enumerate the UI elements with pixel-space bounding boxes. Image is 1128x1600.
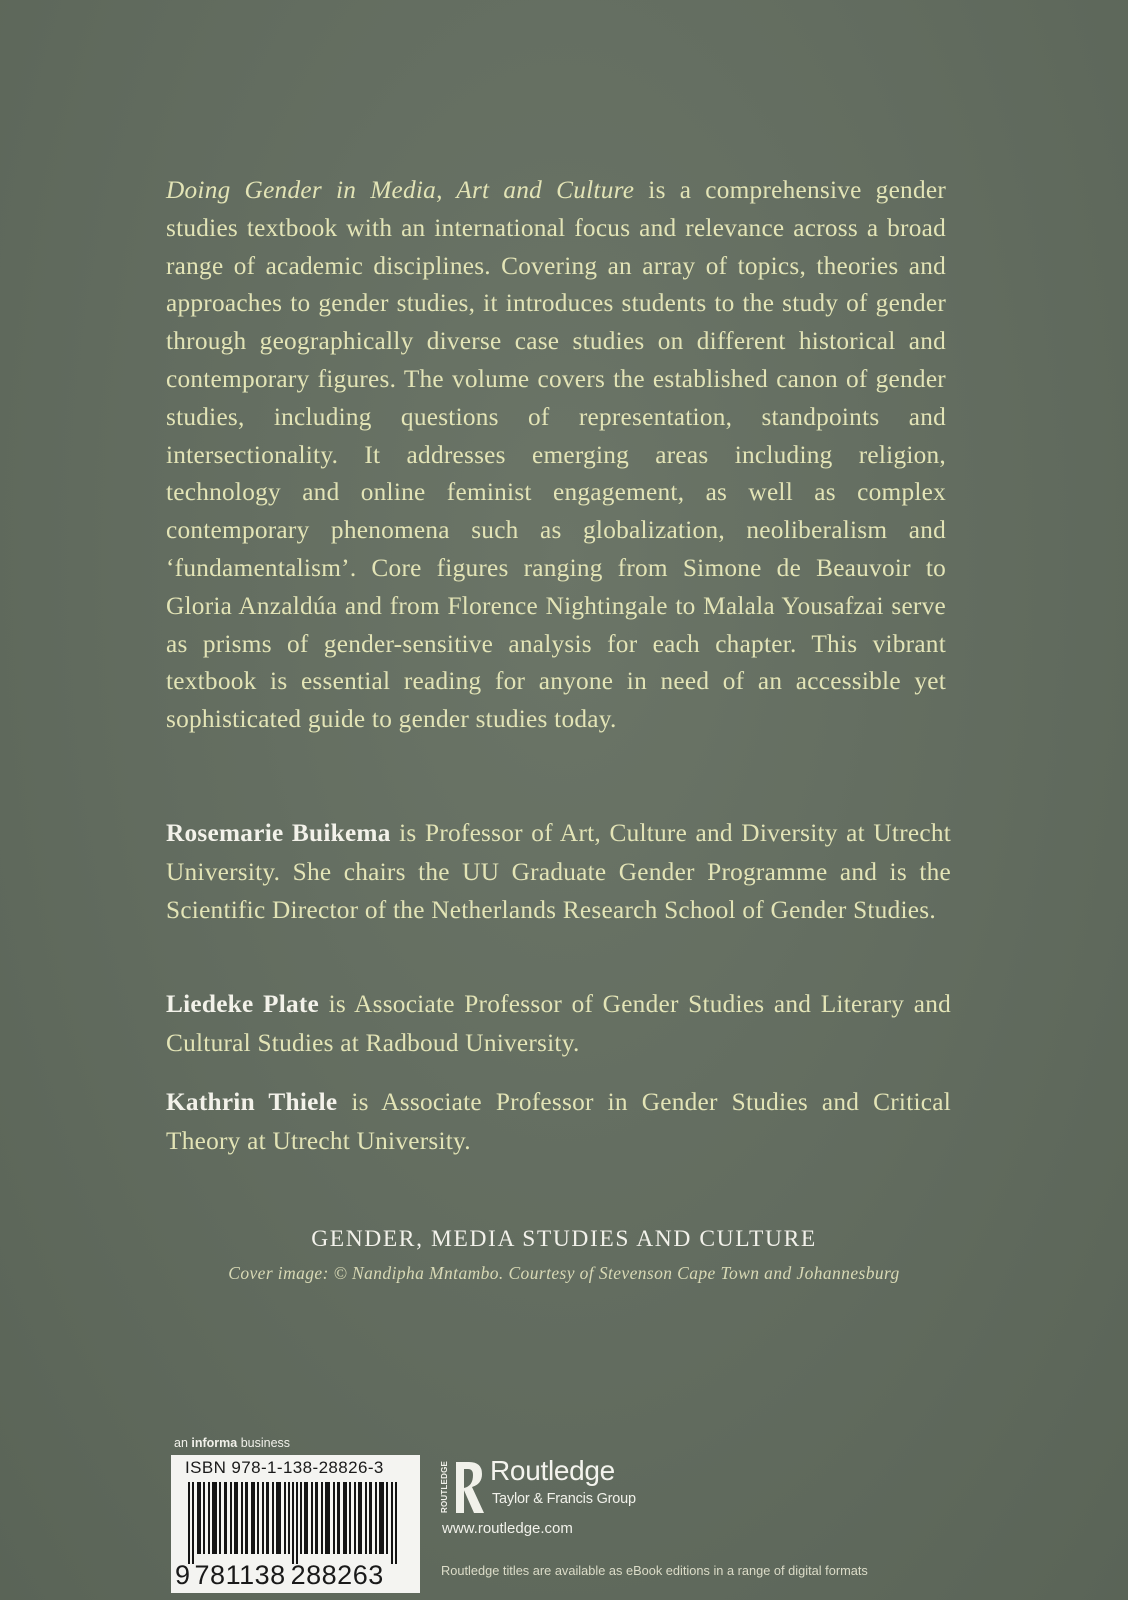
author-name: Liedeke Plate [166,990,320,1018]
author-name: Rosemarie Buikema [166,819,391,847]
publisher-name: Routledge [490,1455,615,1486]
book-title-italic: Doing Gender in Media, Art and Culture [166,176,635,204]
author-bio-text: is Associate Professor in Gender Studies and Critical Theory at Utrecht University. [166,1088,951,1155]
isbn-label: ISBN 978-1-138-28826-3 [185,1458,384,1477]
barcode-digits-group2: 288263 [290,1560,384,1590]
barcode-digits [175,1560,415,1591]
informa-suffix: business [240,1436,291,1450]
author-bio-buikema [166,814,951,930]
author-bio-text: is Associate Professor of Gender Studies and Literary and Cultural Studies at Radboud University. [166,990,952,1057]
book-description-text: is a comprehensive gender studies textbook with an international focus and relevance across a broad range of academic disciplines. Covering an array of topics, theories and approaches to gender studies, it introduces students to the study of gender through geographically diverse case studies on different historical and contemporary figures. The volume covers the established canon of gender studies, including questions of representation, standpoints and intersectionality. It addresses emerging areas including religion, technology and online feminist engagement, as well as complex contemporary phenomena such as globalization, neoliberalism and ‘fundamentalism’. Core figures ranging from Simone de Beauvoir to Gloria Anzaldúa and from Florence Nightingale to Malala Yousafzai serve as prisms of gender-sensitive analysis for each chapter. This vibrant textbook is essential reading for anyone in need of an accessible yet sophisticated guide to gender studies today. [166,176,947,734]
publisher-group: Taylor & Francis Group [492,1491,636,1507]
subject-category: GENDER, MEDIA STUDIES AND CULTURE [311,1226,817,1252]
author-name: Kathrin Thiele [166,1088,338,1116]
book-description [166,172,946,739]
informa-brand: informa [191,1436,238,1450]
author-bio-plate [166,985,951,1062]
author-bio-text: is Professor of Art, Culture and Diversity at Utrecht University. She chairs the UU Graduate Gender Programme and is the Scientific Director of the Netherlands Research School of Gender Studies. [166,819,952,924]
isbn-barcode [171,1455,420,1593]
author-bio-thiele [166,1083,951,1160]
routledge-vertical-wordmark: ROUTLEDGE [440,1460,449,1514]
cover-image-credit: Cover image: © Nandipha Mntambo. Courtesy of Stevenson Cape Town and Johannesburg [228,1263,900,1283]
barcode-digit-first: 9 [175,1560,191,1590]
barcode-bars [188,1482,400,1564]
barcode-digits-group1: 781138 [194,1560,286,1590]
informa-prefix: an [174,1436,188,1450]
ebook-note: Routledge titles are available as eBook editions in a range of digital formats [441,1563,868,1578]
publisher-website: www.routledge.com [442,1520,573,1537]
informa-business-tag [174,1436,290,1450]
